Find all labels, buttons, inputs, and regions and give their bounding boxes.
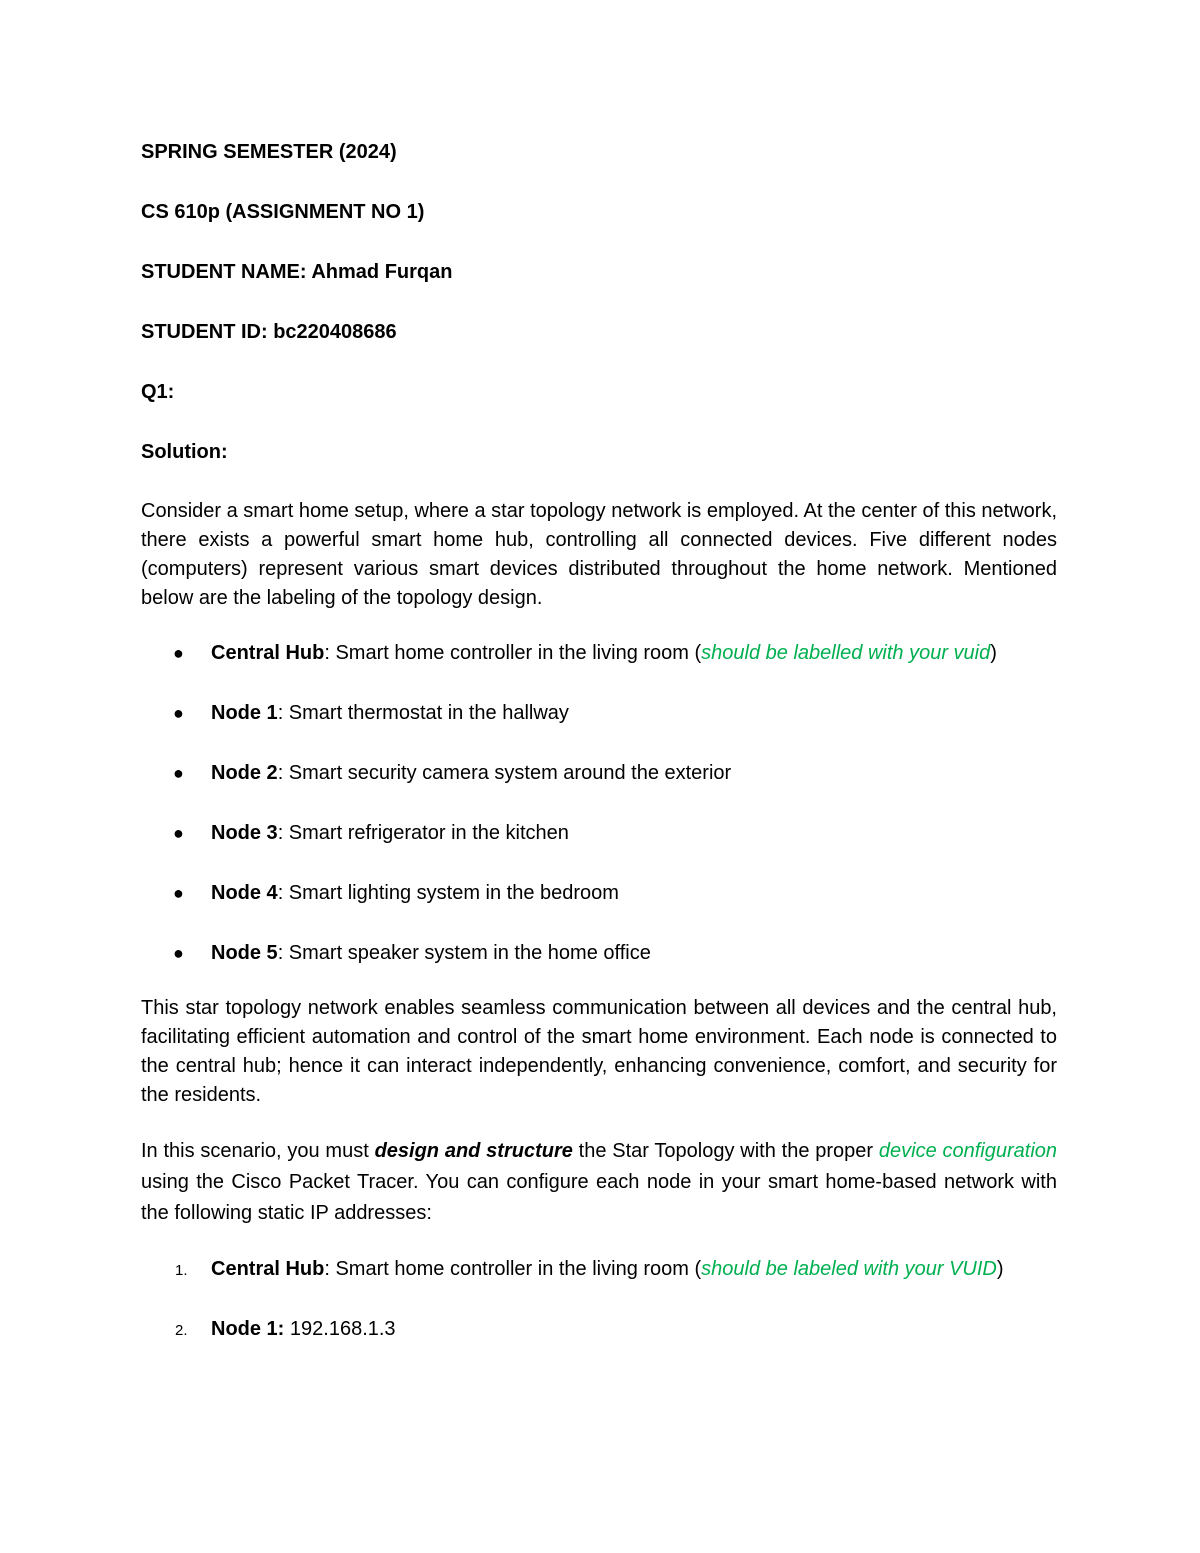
bullet-note: should be labelled with your vuid [701, 642, 991, 664]
bullet-text: : Smart refrigerator in the kitchen [277, 822, 569, 844]
numbered-text: 192.168.1.3 [284, 1318, 396, 1340]
list-number: 2. [175, 1322, 188, 1339]
numbered-label: Central Hub [211, 1258, 325, 1280]
scenario-text-2: the Star Topology with the proper [572, 1140, 879, 1162]
bullet-label: Node 4 [211, 882, 278, 904]
bullet-icon: ● [173, 823, 184, 843]
scenario-green-note: device configuration [878, 1140, 1058, 1162]
bullet-item-node-4 [141, 879, 1057, 908]
numbered-item-central-hub [141, 1255, 1057, 1284]
scenario-text-1: In this scenario, you must [141, 1140, 375, 1162]
bullet-text: : Smart lighting system in the bedroom [277, 882, 619, 904]
question-label: Q1: [141, 381, 175, 403]
course-heading: CS 610p (ASSIGNMENT NO 1) [141, 201, 425, 223]
bullet-text: : Smart home controller in the living room ( [324, 642, 702, 664]
bullet-label: Node 3 [211, 822, 278, 844]
bullet-item-node-1 [141, 699, 1057, 728]
solution-label: Solution: [141, 441, 228, 463]
semester-heading: SPRING SEMESTER (2024) [141, 141, 397, 163]
scenario-text-3: using the Cisco Packet Tracer. You can configure each node in your smart home-based network with the following static IP addresses: [141, 1171, 1057, 1224]
bullet-close: ) [990, 642, 997, 664]
list-number: 1. [175, 1262, 188, 1279]
bullet-item-node-3 [141, 819, 1057, 848]
ip-numbered-list [141, 1255, 1057, 1344]
bullet-text: : Smart security camera system around the exterior [277, 762, 732, 784]
scenario-emphasis: design and structure [374, 1140, 573, 1162]
numbered-note: should be labeled with your VUID [701, 1258, 997, 1280]
bullet-label: Node 1 [211, 702, 278, 724]
bullet-label: Node 2 [211, 762, 278, 784]
bullet-item-node-5 [141, 939, 1057, 968]
bullet-label: Node 5 [211, 942, 278, 964]
bullet-item-node-2 [141, 759, 1057, 788]
numbered-label: Node 1: [211, 1318, 285, 1340]
numbered-text: : Smart home controller in the living room ( [324, 1258, 702, 1280]
intro-paragraph: Consider a smart home setup, where a star topology network is employed. At the center of this network, there exists a powerful smart home hub, controlling all connected devices. Five different nodes (computers) represent various smart devices distributed throughout the home network. Mentioned below are the labeling of the topology design. [141, 500, 1058, 609]
student-id: STUDENT ID: bc220408686 [141, 321, 397, 343]
bullet-icon: ● [173, 643, 184, 663]
topology-paragraph: This star topology network enables seamless communication between all devices and the central hub, facilitating efficient automation and control of the smart home environment. Each node is connected to the central hub; hence it can interact independently, enhancing convenience, comfort, and security for the residents. [141, 997, 1057, 1106]
bullet-icon: ● [173, 763, 184, 783]
scenario-paragraph [141, 1136, 1057, 1229]
bullet-label: Central Hub [211, 642, 325, 664]
bullet-icon: ● [173, 703, 184, 723]
document-content [141, 138, 1057, 1375]
student-name: STUDENT NAME: Ahmad Furqan [141, 261, 453, 283]
numbered-item-node-1 [141, 1315, 1057, 1344]
bullet-icon: ● [173, 883, 184, 903]
bullet-text: : Smart thermostat in the hallway [277, 702, 569, 724]
numbered-close: ) [996, 1258, 1004, 1280]
bullet-icon: ● [173, 943, 184, 963]
bullet-item-central-hub [141, 639, 1057, 668]
bullet-text: : Smart speaker system in the home office [277, 942, 651, 964]
device-bullet-list [141, 639, 1057, 968]
